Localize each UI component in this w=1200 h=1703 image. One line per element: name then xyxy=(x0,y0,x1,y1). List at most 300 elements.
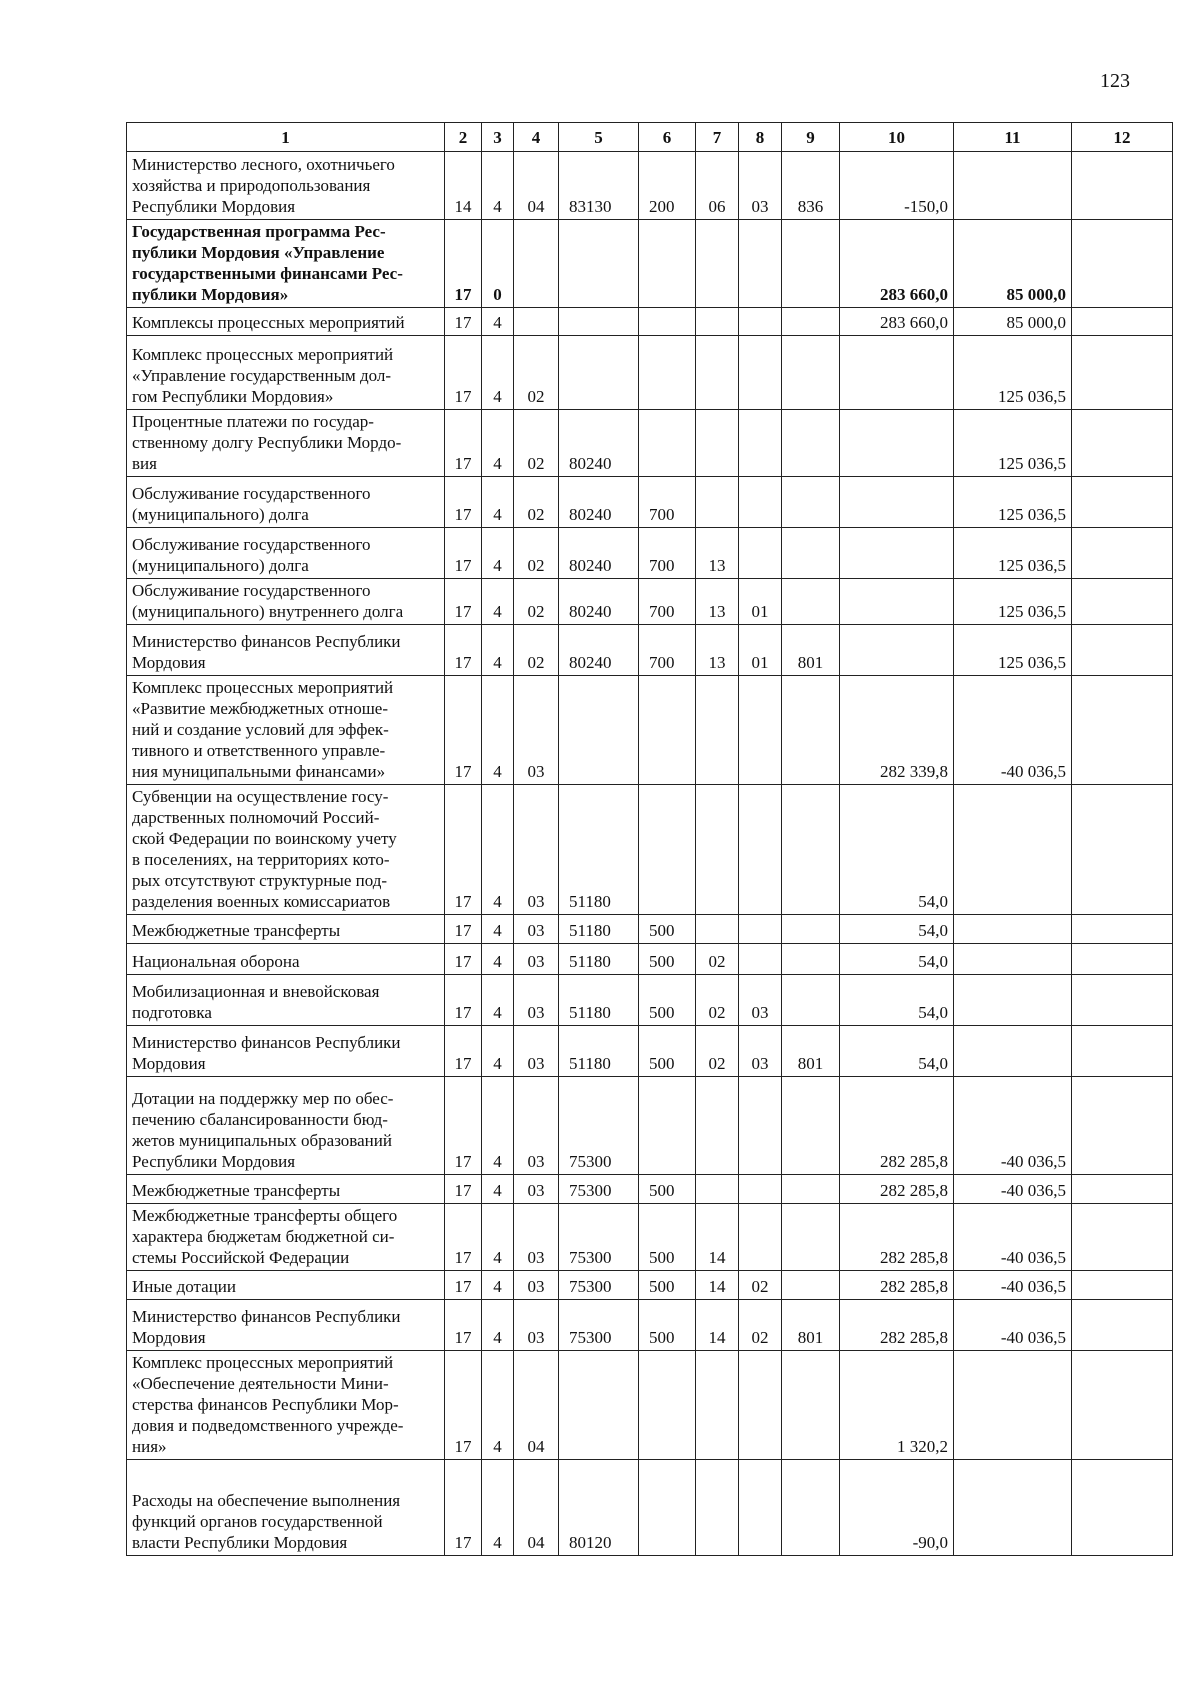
cell-col-5: 51180 xyxy=(559,975,639,1026)
cell-col-8: 02 xyxy=(739,1300,782,1351)
cell-col-2: 17 xyxy=(445,579,482,625)
cell-col-11: -40 036,5 xyxy=(954,1077,1072,1175)
row-name-cell xyxy=(127,1026,445,1077)
cell-col-4: 04 xyxy=(514,152,559,220)
cell-col-12 xyxy=(1072,676,1173,785)
cell-col-5: 80240 xyxy=(559,477,639,528)
cell-col-2: 17 xyxy=(445,1077,482,1175)
cell-col-2: 17 xyxy=(445,1300,482,1351)
table-row xyxy=(127,975,1173,1026)
cell-col-3: 4 xyxy=(482,975,514,1026)
row-name-line: Мордовия xyxy=(132,1328,206,1347)
row-name-cell xyxy=(127,944,445,975)
cell-col-6: 200 xyxy=(639,152,696,220)
cell-col-10: 283 660,0 xyxy=(840,220,954,308)
cell-col-12 xyxy=(1072,579,1173,625)
row-name-line: Расходы на обеспечение выполнения xyxy=(132,1491,401,1510)
row-name-cell xyxy=(127,1271,445,1300)
cell-col-6 xyxy=(639,410,696,477)
cell-col-6: 500 xyxy=(639,1026,696,1077)
cell-col-2: 17 xyxy=(445,1460,482,1556)
row-name-cell xyxy=(127,336,445,410)
cell-col-5: 51180 xyxy=(559,944,639,975)
row-name-line: Межбюджетные трансферты xyxy=(132,921,341,940)
cell-col-9 xyxy=(782,1351,840,1460)
table-row xyxy=(127,1271,1173,1300)
cell-col-5: 75300 xyxy=(559,1271,639,1300)
cell-col-7 xyxy=(696,915,739,944)
table-body xyxy=(127,152,1173,1556)
cell-col-5: 80120 xyxy=(559,1460,639,1556)
cell-col-9 xyxy=(782,477,840,528)
table-row xyxy=(127,308,1173,336)
cell-col-7: 13 xyxy=(696,528,739,579)
cell-col-5: 80240 xyxy=(559,528,639,579)
row-name-line: в поселениях, на территориях кото- xyxy=(132,850,390,869)
cell-col-12 xyxy=(1072,625,1173,676)
cell-col-6: 500 xyxy=(639,944,696,975)
row-name-cell xyxy=(127,220,445,308)
cell-col-3: 4 xyxy=(482,1026,514,1077)
cell-col-9: 801 xyxy=(782,1026,840,1077)
row-name-cell xyxy=(127,785,445,915)
cell-col-2: 17 xyxy=(445,1026,482,1077)
cell-col-11 xyxy=(954,1026,1072,1077)
cell-col-10: 54,0 xyxy=(840,944,954,975)
cell-col-7: 02 xyxy=(696,975,739,1026)
cell-col-12 xyxy=(1072,336,1173,410)
row-name-line: Республики Мордовия xyxy=(132,1152,296,1171)
cell-col-10: 282 285,8 xyxy=(840,1271,954,1300)
cell-col-8: 03 xyxy=(739,152,782,220)
column-header-11: 11 xyxy=(954,123,1072,152)
row-name-line: ственному долгу Республики Мордо- xyxy=(132,433,402,452)
cell-col-4: 02 xyxy=(514,579,559,625)
cell-col-7 xyxy=(696,785,739,915)
cell-col-7: 02 xyxy=(696,944,739,975)
cell-col-8 xyxy=(739,1460,782,1556)
cell-col-4: 03 xyxy=(514,785,559,915)
cell-col-7: 13 xyxy=(696,579,739,625)
cell-col-9 xyxy=(782,410,840,477)
table-row xyxy=(127,676,1173,785)
cell-col-9 xyxy=(782,1271,840,1300)
table-row xyxy=(127,528,1173,579)
cell-col-11: 125 036,5 xyxy=(954,625,1072,676)
cell-col-8: 01 xyxy=(739,625,782,676)
cell-col-6 xyxy=(639,1351,696,1460)
cell-col-11 xyxy=(954,785,1072,915)
row-name-line: разделения военных комиссариатов xyxy=(132,892,391,911)
cell-col-4: 03 xyxy=(514,1077,559,1175)
cell-col-6: 700 xyxy=(639,579,696,625)
cell-col-5: 75300 xyxy=(559,1204,639,1271)
table-header-row xyxy=(127,123,1173,152)
cell-col-10: 282 339,8 xyxy=(840,676,954,785)
table-row xyxy=(127,1204,1173,1271)
row-name-cell xyxy=(127,410,445,477)
cell-col-2: 17 xyxy=(445,944,482,975)
row-name-cell xyxy=(127,1300,445,1351)
row-name-line: Национальная оборона xyxy=(132,952,300,971)
cell-col-8: 02 xyxy=(739,1271,782,1300)
cell-col-9 xyxy=(782,220,840,308)
cell-col-2: 17 xyxy=(445,625,482,676)
cell-col-4: 03 xyxy=(514,975,559,1026)
cell-col-6: 500 xyxy=(639,1175,696,1204)
cell-col-3: 4 xyxy=(482,308,514,336)
cell-col-10: -150,0 xyxy=(840,152,954,220)
row-name-line: печению сбалансированности бюд- xyxy=(132,1110,388,1129)
cell-col-3: 4 xyxy=(482,1271,514,1300)
table-row xyxy=(127,1077,1173,1175)
cell-col-12 xyxy=(1072,308,1173,336)
cell-col-4: 03 xyxy=(514,1175,559,1204)
cell-col-10 xyxy=(840,336,954,410)
cell-col-4: 02 xyxy=(514,336,559,410)
cell-col-3: 4 xyxy=(482,336,514,410)
cell-col-6 xyxy=(639,785,696,915)
cell-col-6: 500 xyxy=(639,975,696,1026)
cell-col-9 xyxy=(782,1175,840,1204)
cell-col-2: 17 xyxy=(445,528,482,579)
cell-col-11: 125 036,5 xyxy=(954,336,1072,410)
cell-col-10: -90,0 xyxy=(840,1460,954,1556)
table-row xyxy=(127,477,1173,528)
cell-col-10 xyxy=(840,528,954,579)
cell-col-12 xyxy=(1072,785,1173,915)
row-name-line: Министерство финансов Республики xyxy=(132,1307,401,1326)
budget-table xyxy=(126,122,1173,1556)
row-name-line: стерства финансов Республики Мор- xyxy=(132,1395,399,1414)
table-row xyxy=(127,1175,1173,1204)
cell-col-10 xyxy=(840,625,954,676)
cell-col-9 xyxy=(782,975,840,1026)
row-name-cell xyxy=(127,579,445,625)
cell-col-2: 17 xyxy=(445,1351,482,1460)
cell-col-7 xyxy=(696,477,739,528)
row-name-line: Министерство финансов Республики xyxy=(132,632,401,651)
row-name-line: ской Федерации по воинскому учету xyxy=(132,829,397,848)
row-name-line: Министерство лесного, охотничьего xyxy=(132,155,395,174)
cell-col-8: 01 xyxy=(739,579,782,625)
cell-col-3: 0 xyxy=(482,220,514,308)
row-name-cell xyxy=(127,308,445,336)
cell-col-2: 17 xyxy=(445,410,482,477)
cell-col-3: 4 xyxy=(482,785,514,915)
cell-col-12 xyxy=(1072,1204,1173,1271)
cell-col-12 xyxy=(1072,477,1173,528)
cell-col-8 xyxy=(739,308,782,336)
cell-col-8 xyxy=(739,785,782,915)
cell-col-7: 13 xyxy=(696,625,739,676)
cell-col-4: 03 xyxy=(514,915,559,944)
cell-col-12 xyxy=(1072,1351,1173,1460)
cell-col-2: 17 xyxy=(445,336,482,410)
cell-col-12 xyxy=(1072,528,1173,579)
cell-col-11 xyxy=(954,915,1072,944)
row-name-line: стемы Российской Федерации xyxy=(132,1248,350,1267)
cell-col-10: 282 285,8 xyxy=(840,1175,954,1204)
cell-col-10: 282 285,8 xyxy=(840,1300,954,1351)
cell-col-10: 54,0 xyxy=(840,975,954,1026)
cell-col-7 xyxy=(696,1460,739,1556)
cell-col-8: 03 xyxy=(739,1026,782,1077)
cell-col-6: 500 xyxy=(639,1204,696,1271)
row-name-line: довия и подведомственного учрежде- xyxy=(132,1416,404,1435)
cell-col-6: 500 xyxy=(639,1271,696,1300)
column-header-5: 5 xyxy=(559,123,639,152)
cell-col-8 xyxy=(739,477,782,528)
row-name-cell xyxy=(127,477,445,528)
cell-col-2: 17 xyxy=(445,785,482,915)
cell-col-11 xyxy=(954,944,1072,975)
cell-col-11: 125 036,5 xyxy=(954,410,1072,477)
cell-col-3: 4 xyxy=(482,152,514,220)
cell-col-11: 125 036,5 xyxy=(954,477,1072,528)
cell-col-7: 02 xyxy=(696,1026,739,1077)
row-name-line: Комплекс процессных мероприятий xyxy=(132,345,394,364)
cell-col-11: -40 036,5 xyxy=(954,676,1072,785)
cell-col-8 xyxy=(739,915,782,944)
cell-col-2: 17 xyxy=(445,1204,482,1271)
row-name-line: ния муниципальными финансами» xyxy=(132,762,386,781)
table-row xyxy=(127,336,1173,410)
row-name-line: хозяйства и природопользования xyxy=(132,176,371,195)
table-row xyxy=(127,785,1173,915)
cell-col-11: 125 036,5 xyxy=(954,579,1072,625)
row-name-line: Субвенции на осуществление госу- xyxy=(132,787,389,806)
cell-col-4: 04 xyxy=(514,1351,559,1460)
cell-col-12 xyxy=(1072,915,1173,944)
cell-col-9 xyxy=(782,528,840,579)
cell-col-2: 17 xyxy=(445,1175,482,1204)
cell-col-2: 14 xyxy=(445,152,482,220)
cell-col-2: 17 xyxy=(445,1271,482,1300)
row-name-cell xyxy=(127,528,445,579)
cell-col-12 xyxy=(1072,152,1173,220)
cell-col-10: 54,0 xyxy=(840,1026,954,1077)
cell-col-9 xyxy=(782,1077,840,1175)
cell-col-4 xyxy=(514,220,559,308)
cell-col-10 xyxy=(840,410,954,477)
table-row xyxy=(127,152,1173,220)
cell-col-2: 17 xyxy=(445,308,482,336)
row-name-line: Мордовия xyxy=(132,653,206,672)
row-name-cell xyxy=(127,1077,445,1175)
cell-col-12 xyxy=(1072,1077,1173,1175)
cell-col-5: 75300 xyxy=(559,1175,639,1204)
row-name-cell xyxy=(127,915,445,944)
cell-col-3: 4 xyxy=(482,915,514,944)
cell-col-12 xyxy=(1072,410,1173,477)
table-row xyxy=(127,220,1173,308)
cell-col-12 xyxy=(1072,944,1173,975)
cell-col-3: 4 xyxy=(482,410,514,477)
cell-col-9 xyxy=(782,1460,840,1556)
cell-col-11 xyxy=(954,1351,1072,1460)
cell-col-2: 17 xyxy=(445,676,482,785)
cell-col-12 xyxy=(1072,1460,1173,1556)
cell-col-4: 02 xyxy=(514,528,559,579)
row-name-line: подготовка xyxy=(132,1003,212,1022)
cell-col-8 xyxy=(739,676,782,785)
cell-col-8 xyxy=(739,220,782,308)
cell-col-10: 282 285,8 xyxy=(840,1204,954,1271)
cell-col-8 xyxy=(739,1204,782,1271)
cell-col-5: 80240 xyxy=(559,410,639,477)
table-row xyxy=(127,915,1173,944)
cell-col-6 xyxy=(639,220,696,308)
cell-col-10: 282 285,8 xyxy=(840,1077,954,1175)
row-name-cell xyxy=(127,625,445,676)
row-name-line: ния» xyxy=(132,1437,167,1456)
cell-col-4: 03 xyxy=(514,1026,559,1077)
cell-col-12 xyxy=(1072,220,1173,308)
cell-col-8 xyxy=(739,410,782,477)
row-name-cell xyxy=(127,1351,445,1460)
row-name-line: публики Мордовия» xyxy=(132,285,289,304)
row-name-line: «Развитие межбюджетных отноше- xyxy=(132,699,388,718)
cell-col-4: 02 xyxy=(514,477,559,528)
cell-col-9 xyxy=(782,1204,840,1271)
row-name-cell xyxy=(127,1460,445,1556)
row-name-line: (муниципального) долга xyxy=(132,505,309,524)
cell-col-9: 801 xyxy=(782,625,840,676)
cell-col-6 xyxy=(639,308,696,336)
cell-col-10: 54,0 xyxy=(840,785,954,915)
cell-col-9 xyxy=(782,308,840,336)
cell-col-5: 51180 xyxy=(559,915,639,944)
row-name-line: Республики Мордовия xyxy=(132,197,296,216)
cell-col-2: 17 xyxy=(445,477,482,528)
cell-col-5 xyxy=(559,336,639,410)
cell-col-6 xyxy=(639,1077,696,1175)
cell-col-8 xyxy=(739,1077,782,1175)
cell-col-11: -40 036,5 xyxy=(954,1300,1072,1351)
cell-col-7 xyxy=(696,676,739,785)
row-name-line: (муниципального) внутреннего долга xyxy=(132,602,404,621)
cell-col-11: -40 036,5 xyxy=(954,1175,1072,1204)
cell-col-7 xyxy=(696,1077,739,1175)
cell-col-2: 17 xyxy=(445,975,482,1026)
cell-col-11: 125 036,5 xyxy=(954,528,1072,579)
cell-col-5: 80240 xyxy=(559,625,639,676)
row-name-line: Обслуживание государственного xyxy=(132,484,371,503)
row-name-line: Процентные платежи по государ- xyxy=(132,412,374,431)
cell-col-10: 54,0 xyxy=(840,915,954,944)
cell-col-4: 03 xyxy=(514,1204,559,1271)
cell-col-7 xyxy=(696,220,739,308)
row-name-line: «Обеспечение деятельности Мини- xyxy=(132,1374,389,1393)
cell-col-3: 4 xyxy=(482,676,514,785)
row-name-cell xyxy=(127,676,445,785)
row-name-cell xyxy=(127,975,445,1026)
cell-col-3: 4 xyxy=(482,1077,514,1175)
row-name-line: Обслуживание государственного xyxy=(132,581,371,600)
row-name-line: жетов муниципальных образований xyxy=(132,1131,392,1150)
row-name-line: Министерство финансов Республики xyxy=(132,1033,401,1052)
cell-col-6 xyxy=(639,1460,696,1556)
cell-col-5: 75300 xyxy=(559,1077,639,1175)
row-name-line: власти Республики Мордовия xyxy=(132,1533,348,1552)
cell-col-9 xyxy=(782,944,840,975)
table-row xyxy=(127,625,1173,676)
cell-col-5 xyxy=(559,308,639,336)
cell-col-4: 03 xyxy=(514,944,559,975)
cell-col-4 xyxy=(514,308,559,336)
cell-col-6 xyxy=(639,676,696,785)
row-name-line: Иные дотации xyxy=(132,1277,236,1296)
cell-col-3: 4 xyxy=(482,579,514,625)
row-name-line: функций органов государственной xyxy=(132,1512,383,1531)
cell-col-11: -40 036,5 xyxy=(954,1204,1072,1271)
cell-col-7 xyxy=(696,1351,739,1460)
row-name-line: Межбюджетные трансферты xyxy=(132,1181,341,1200)
cell-col-12 xyxy=(1072,975,1173,1026)
column-header-8: 8 xyxy=(739,123,782,152)
cell-col-11 xyxy=(954,152,1072,220)
column-header-4: 4 xyxy=(514,123,559,152)
cell-col-5: 51180 xyxy=(559,1026,639,1077)
table-row xyxy=(127,944,1173,975)
cell-col-9 xyxy=(782,785,840,915)
cell-col-7 xyxy=(696,410,739,477)
page-number: 123 xyxy=(1100,70,1130,92)
cell-col-4: 03 xyxy=(514,676,559,785)
cell-col-5 xyxy=(559,220,639,308)
cell-col-10 xyxy=(840,477,954,528)
row-name-line: Комплексы процессных мероприятий xyxy=(132,313,405,332)
column-header-7: 7 xyxy=(696,123,739,152)
cell-col-12 xyxy=(1072,1300,1173,1351)
cell-col-7 xyxy=(696,308,739,336)
cell-col-4: 03 xyxy=(514,1271,559,1300)
row-name-line: Комплекс процессных мероприятий xyxy=(132,1353,394,1372)
cell-col-9 xyxy=(782,915,840,944)
cell-col-7: 06 xyxy=(696,152,739,220)
cell-col-3: 4 xyxy=(482,477,514,528)
row-name-line: «Управление государственным дол- xyxy=(132,366,392,385)
cell-col-5 xyxy=(559,676,639,785)
row-name-line: Комплекс процессных мероприятий xyxy=(132,678,394,697)
cell-col-6: 700 xyxy=(639,625,696,676)
row-name-line: Дотации на поддержку мер по обес- xyxy=(132,1089,394,1108)
table-row xyxy=(127,579,1173,625)
cell-col-9 xyxy=(782,676,840,785)
cell-col-11: -40 036,5 xyxy=(954,1271,1072,1300)
cell-col-3: 4 xyxy=(482,1175,514,1204)
column-header-10: 10 xyxy=(840,123,954,152)
column-header-6: 6 xyxy=(639,123,696,152)
cell-col-9: 836 xyxy=(782,152,840,220)
table-row xyxy=(127,1351,1173,1460)
cell-col-10: 1 320,2 xyxy=(840,1351,954,1460)
cell-col-6 xyxy=(639,336,696,410)
table-row xyxy=(127,1460,1173,1556)
cell-col-5 xyxy=(559,1351,639,1460)
cell-col-11 xyxy=(954,975,1072,1026)
cell-col-3: 4 xyxy=(482,528,514,579)
cell-col-11: 85 000,0 xyxy=(954,220,1072,308)
cell-col-3: 4 xyxy=(482,1351,514,1460)
cell-col-8 xyxy=(739,1351,782,1460)
cell-col-7: 14 xyxy=(696,1271,739,1300)
cell-col-12 xyxy=(1072,1271,1173,1300)
cell-col-8 xyxy=(739,1175,782,1204)
cell-col-9 xyxy=(782,336,840,410)
row-name-line: характера бюджетам бюджетной си- xyxy=(132,1227,395,1246)
